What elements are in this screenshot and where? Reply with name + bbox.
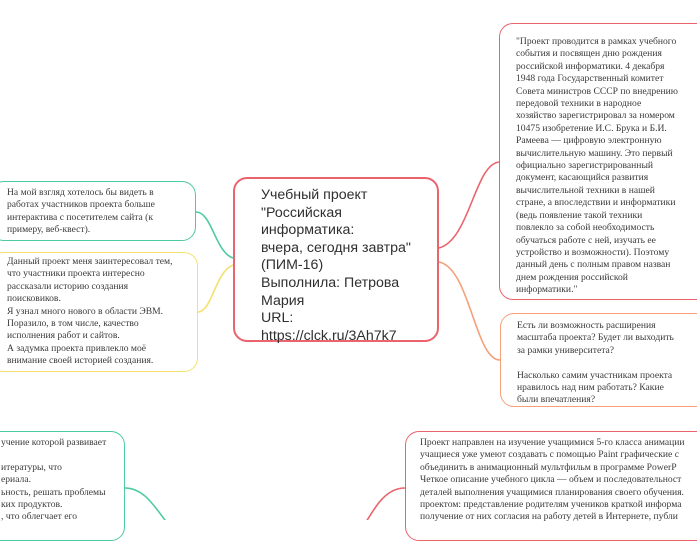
- central-author-name: Мария: [261, 292, 305, 309]
- connector-project: [360, 488, 405, 520]
- topic-interactive-wish[interactable]: На мой взгляд хотелось бы видеть в работах участников проекта больше интерактива с посетителем сайта (к примеру, веб-квест).: [0, 181, 196, 241]
- topic-project-description[interactable]: Проект направлен на изучение учащимися 5-го класса анимации учащиеся уже умеют создавать с помощью Paint графические с объединить в анимационный мультфильм в программе PowerP Четкое описание учебного цикла — объем и последовательност деталей выполнения учащимися планирования своего обучения. проектом: представление родителям учеников краткой информа получение от них согласия на работу детей в Интернете, публи: [405, 431, 697, 541]
- topic-history-text[interactable]: "Проект проводится в рамках учебного события и посвящен дню рождения российской информатики. 4 декабря 1948 года Государственный комитет Совета министров СССР по внедрению передовой техники в народное хозяйство зарегистрировал за номером 10475 изобретение И.С. Брука и Б.И. Рамеева — цифровую электронную вычислительную машину. Это первый официально зарегистрированный документ, касающийся развития вычислительной техники в нашей стране, а впоследствии и информатики (ведь появление такой техники повлекло за собой необходимость обучаться работе с ней, изучать ее устройство и возможности). Поэтому данный день с полным правом назван днем рождения российской информатики.": [499, 23, 697, 300]
- central-topic[interactable]: [233, 177, 439, 342]
- connector-scale: [439, 262, 500, 360]
- topic-scale-questions[interactable]: Есть ли возможность расширения масштаба проекта? Будет ли выходить за рамки университета? Насколько самим участникам проекта нравилось над ним работать? Какие были впечатления?: [500, 313, 697, 407]
- connector-study: [125, 488, 175, 520]
- connector-interactive: [196, 212, 233, 258]
- central-title-line-4: (ПИМ-16): [261, 257, 324, 274]
- central-author: Выполнила: Петрова: [261, 274, 400, 291]
- central-url[interactable]: https://clck.ru/3Ah7k7: [261, 327, 397, 344]
- topic-interest-review[interactable]: Данный проект меня заинтересовал тем, что участники проекта интересно рассказали историю создания поисковиков. Я узнал много нового в области ЭВМ. Поразило, в том числе, качество исполнения работ и сайтов. А задумка проекта привлекло моё внимание своей историей создания.: [0, 252, 198, 372]
- central-title-line-2: "Российская информатика:: [261, 204, 355, 239]
- central-url-label: URL:: [261, 310, 294, 327]
- central-title-line-1: Учебный проект: [261, 187, 368, 203]
- central-title-line-3: вчера, сегодня завтра": [261, 239, 411, 256]
- connector-history: [439, 162, 500, 248]
- topic-study-partial[interactable]: учение которой развивает итературы, что ериала. ьность, решать проблемы ких продуктов. , что облегчает его: [0, 431, 125, 541]
- connector-interest: [198, 265, 233, 312]
